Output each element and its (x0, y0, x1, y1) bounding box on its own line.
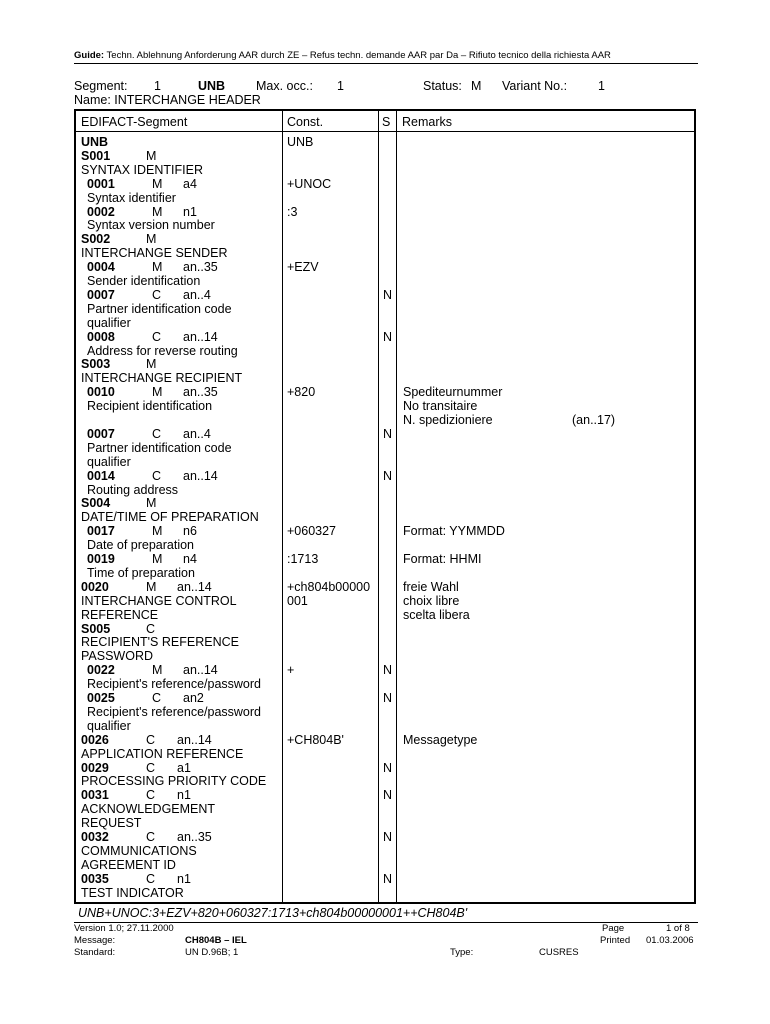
variant-value: 1 (598, 79, 605, 93)
element-name: qualifier (87, 718, 131, 733)
element-name: qualifier (87, 315, 131, 330)
const-value: +060327 (287, 524, 337, 539)
element-name: Syntax identifier (87, 190, 176, 205)
const-value: :1713 (287, 552, 319, 566)
element-name: Recipient's reference/password (87, 704, 261, 719)
footer-page-value: 1 of 8 (666, 923, 690, 934)
element-name: COMMUNICATIONS (81, 843, 197, 858)
element-name: TEST INDICATOR (81, 885, 184, 900)
const-value: UNB (287, 135, 314, 149)
element-name: PASSWORD (81, 649, 153, 664)
element-status: C (146, 788, 156, 803)
element-name: AGREEMENT ID (81, 857, 176, 872)
remark-text: No transitaire (403, 399, 478, 414)
element-name: Routing address (87, 482, 179, 497)
element-code: 0014 (87, 468, 115, 483)
element-status: M (152, 260, 163, 275)
element-format: an..14 (183, 663, 218, 678)
element-code: 0032 (81, 830, 109, 844)
remark-text: choix libre (403, 593, 460, 608)
element-status: M (146, 148, 157, 163)
element-code: S005 (81, 621, 111, 636)
s-flag: N (383, 760, 393, 775)
element-format: n6 (183, 524, 197, 539)
remark-text: Messagetype (403, 732, 478, 747)
footer-message-value: CH804B – IEL (185, 935, 247, 946)
element-status: M (152, 552, 163, 566)
element-code: 0029 (81, 760, 109, 775)
element-format: an..14 (183, 329, 218, 344)
element-code: 0035 (81, 871, 109, 886)
remark-text: freie Wahl (403, 579, 459, 594)
footer-standard-label: Standard: (74, 947, 116, 958)
header-edifact-segment: EDIFACT-Segment (81, 115, 188, 129)
guide-text: Techn. Ablehnung Anforderung AAR durch ZE – Refus techn. demande AAR par Da – Rifiuto tecnico della richiesta AAR (104, 50, 611, 61)
element-name: REFERENCE (81, 607, 159, 622)
segment-tag: UNB (198, 79, 226, 93)
element-status: C (152, 691, 162, 705)
const-value: +820 (287, 385, 316, 400)
header-const: Const. (287, 115, 324, 129)
maxocc-label: Max. occ.: (256, 79, 313, 93)
header-s: S (382, 115, 391, 129)
s-flag: N (383, 788, 393, 803)
element-name: UNB (81, 135, 109, 149)
example-string: UNB+UNOC:3+EZV+820+060327:1713+ch804b00000001++CH804B' (78, 906, 468, 920)
element-status: M (152, 663, 163, 678)
footer-printed-label: Printed (600, 935, 631, 946)
element-name: Address for reverse routing (87, 343, 238, 358)
element-format: an..4 (183, 287, 211, 302)
status-value: M (471, 79, 482, 93)
footer-message-label: Message: (74, 935, 116, 946)
element-status: C (152, 329, 162, 344)
element-format: a1 (177, 760, 191, 775)
element-name: Recipient's reference/password (87, 677, 261, 692)
const-value: +UNOC (287, 176, 332, 191)
element-code: 0010 (87, 385, 115, 400)
element-name: Syntax version number (87, 218, 215, 233)
footer-standard-value: UN D.96B; 1 (185, 947, 239, 958)
element-code: 0031 (81, 788, 109, 803)
element-status: C (152, 468, 162, 483)
s-flag: N (383, 468, 393, 483)
element-code: 0026 (81, 732, 109, 747)
element-code: S001 (81, 148, 111, 163)
remark-format: (an..17) (572, 413, 616, 427)
element-status: C (146, 830, 156, 844)
s-flag: N (383, 329, 393, 344)
element-status: C (152, 426, 162, 441)
segment-number: 1 (154, 79, 161, 93)
element-format: an..35 (183, 385, 218, 400)
element-name: APPLICATION REFERENCE (81, 746, 244, 761)
guide-label: Guide: (74, 50, 105, 61)
element-format: n1 (177, 788, 191, 803)
element-format: an..35 (183, 260, 218, 275)
guide-header (74, 50, 698, 64)
const-value: +ch804b00000 (287, 579, 371, 594)
status-label: Status: (423, 79, 462, 93)
element-code: 0022 (87, 663, 115, 678)
remark-text: Spediteurnummer (403, 385, 503, 400)
element-format: n1 (177, 871, 191, 886)
element-name: INTERCHANGE CONTROL (81, 593, 237, 608)
element-name: Sender identification (87, 274, 201, 288)
element-format: a4 (183, 176, 197, 191)
element-status: M (152, 385, 163, 400)
element-code: 0019 (87, 552, 115, 566)
header-remarks: Remarks (402, 115, 453, 129)
element-code: 0001 (87, 176, 115, 191)
s-flag: N (383, 871, 393, 886)
element-status: C (146, 621, 156, 636)
element-status: C (146, 760, 156, 775)
element-code: S003 (81, 357, 111, 372)
element-format: n4 (183, 552, 197, 566)
element-name: REQUEST (81, 816, 142, 831)
element-code: 0002 (87, 204, 115, 219)
const-value: + (287, 663, 295, 678)
segment-name: Name: INTERCHANGE HEADER (74, 93, 261, 107)
element-format: an..14 (177, 732, 212, 747)
element-status: C (146, 732, 156, 747)
element-format: an..14 (177, 579, 212, 594)
remark-text: N. spedizioniere (403, 413, 493, 427)
element-status: M (152, 524, 163, 539)
s-flag: N (383, 287, 393, 302)
page-footer (74, 922, 698, 959)
s-flag: N (383, 830, 393, 844)
element-code: 0008 (87, 329, 115, 344)
element-name: Date of preparation (87, 538, 195, 553)
footer-page-label: Page (602, 923, 625, 934)
const-value: 001 (287, 593, 308, 608)
const-value: :3 (287, 204, 298, 219)
element-name: qualifier (87, 454, 131, 469)
element-name: Recipient identification (87, 399, 213, 414)
element-status: M (146, 357, 157, 372)
element-name: DATE/TIME OF PREPARATION (81, 510, 259, 525)
element-format: an..14 (183, 468, 218, 483)
element-code: S004 (81, 496, 111, 511)
element-status: C (152, 287, 162, 302)
element-format: an..35 (177, 830, 212, 844)
element-code: S002 (81, 232, 111, 247)
element-format: an2 (183, 691, 204, 705)
element-name: INTERCHANGE RECIPIENT (81, 371, 243, 386)
element-code: 0004 (87, 260, 115, 275)
element-name: PROCESSING PRIORITY CODE (81, 774, 267, 789)
footer-type-label: Type: (450, 947, 474, 958)
element-code: 0017 (87, 524, 115, 539)
element-name: ACKNOWLEDGEMENT (81, 802, 216, 817)
const-value: +EZV (287, 260, 319, 275)
remark-text: Format: HHMI (403, 552, 482, 566)
element-status: M (152, 204, 163, 219)
element-name: RECIPIENT'S REFERENCE (81, 635, 239, 650)
footer-version: Version 1.0; 27.11.2000 (74, 923, 174, 934)
element-status: C (146, 871, 156, 886)
element-name: Partner identification code (87, 440, 232, 455)
maxocc-value: 1 (337, 79, 344, 93)
s-flag: N (383, 663, 393, 678)
element-name: SYNTAX IDENTIFIER (81, 162, 204, 177)
element-status: M (146, 579, 157, 594)
element-status: M (152, 176, 163, 191)
element-status: M (146, 232, 157, 247)
segment-table (74, 109, 696, 904)
element-code: 0007 (87, 426, 115, 441)
s-flag: N (383, 426, 393, 441)
element-format: n1 (183, 204, 197, 219)
element-name: Time of preparation (87, 565, 195, 580)
variant-label: Variant No.: (502, 79, 568, 93)
element-code: 0007 (87, 287, 115, 302)
element-code: 0025 (87, 691, 115, 705)
element-name: INTERCHANGE SENDER (81, 246, 228, 261)
s-flag: N (383, 691, 393, 705)
const-value: +CH804B' (287, 732, 344, 747)
remark-text: scelta libera (403, 607, 470, 622)
segment-header (74, 79, 698, 107)
segment-label: Segment: (74, 79, 128, 93)
footer-printed-value: 01.03.2006 (646, 935, 694, 946)
element-name: Partner identification code (87, 301, 232, 316)
element-status: M (146, 496, 157, 511)
footer-type-value: CUSRES (539, 947, 579, 958)
remark-text: Format: YYMMDD (403, 524, 505, 539)
element-code: 0020 (81, 579, 109, 594)
element-format: an..4 (183, 426, 211, 441)
